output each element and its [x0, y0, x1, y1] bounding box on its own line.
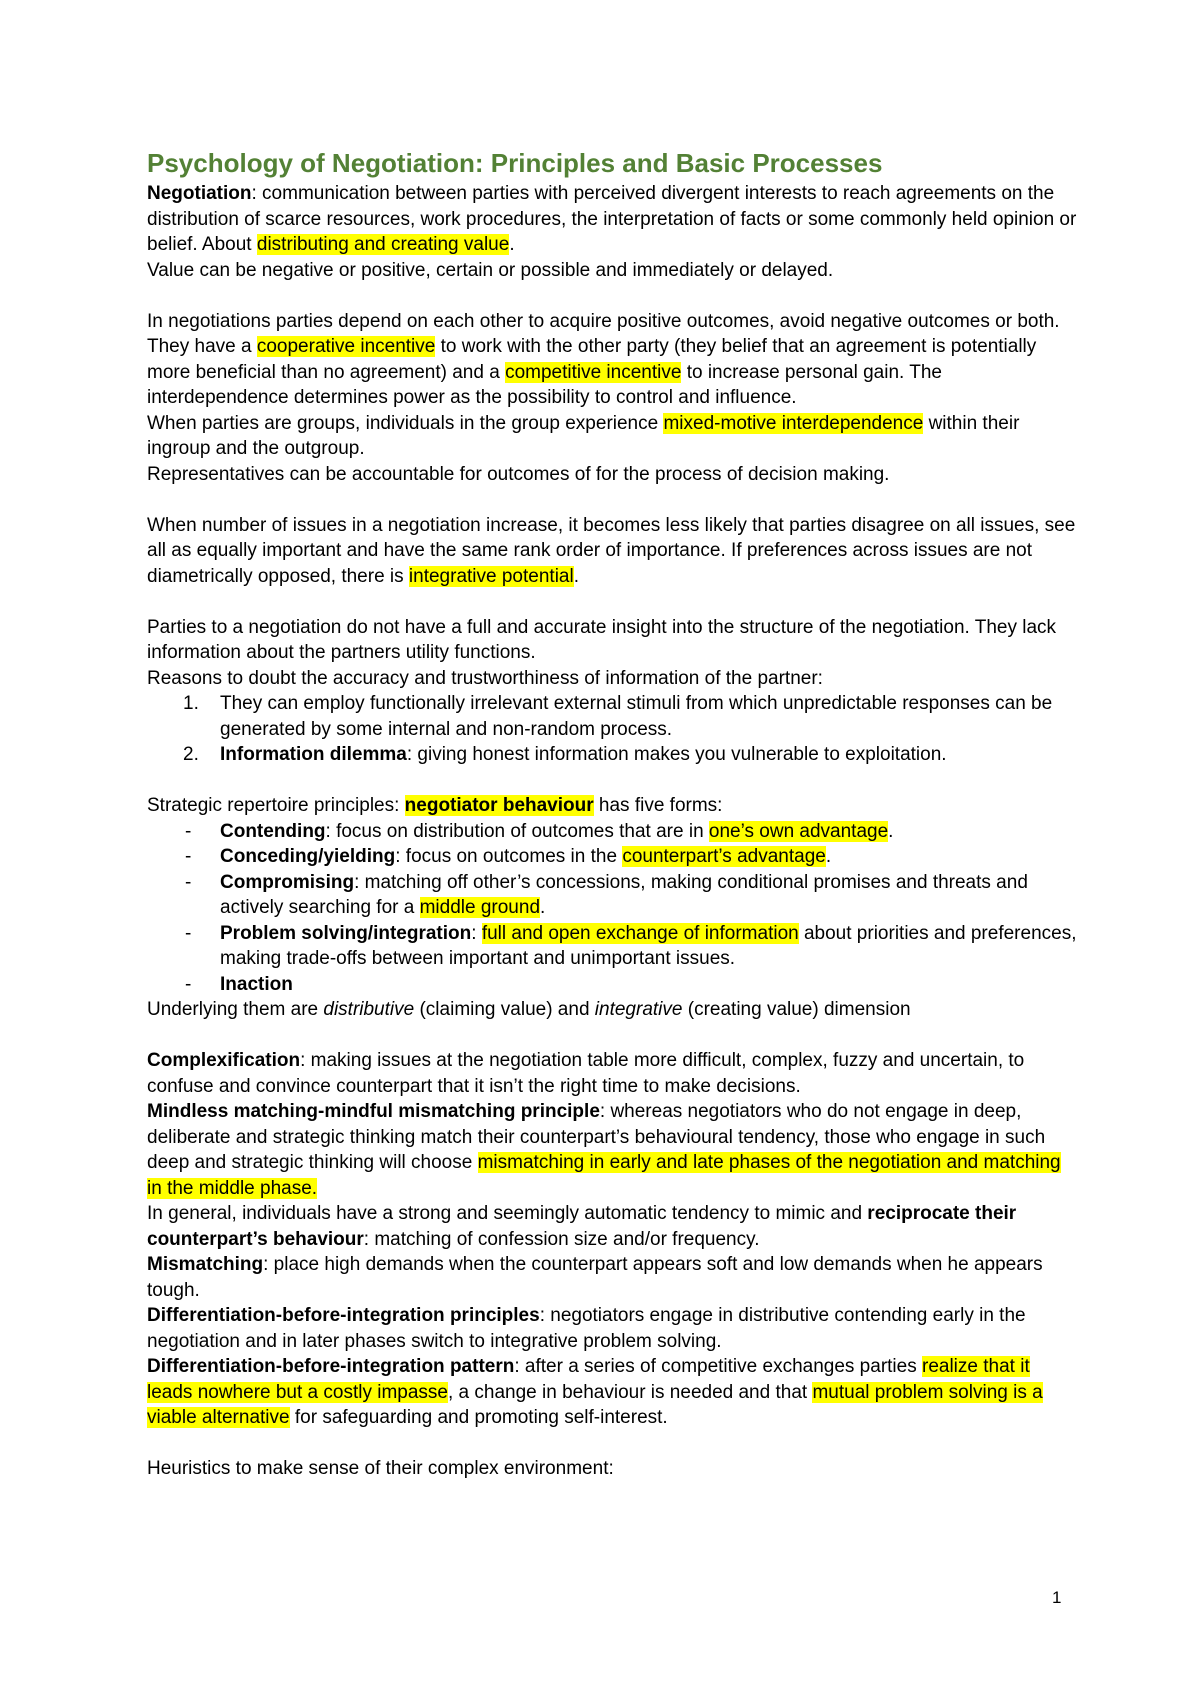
list-item [147, 870, 1077, 921]
text: . [825, 846, 832, 867]
paragraph-negotiation-definition [147, 181, 1077, 258]
page-number: 1 [1052, 1588, 1062, 1607]
list-item [147, 691, 1077, 742]
list-dash: - [185, 922, 192, 944]
paragraph-reciprocate [147, 1201, 1077, 1252]
text: When parties are groups, individuals in the group experience [147, 412, 664, 434]
text: : matching off other’s concessions, making conditional promises and threats and actively searching for a [220, 871, 1028, 918]
text: : place high demands when the counterpart appears soft and low demands when he appears tough. [147, 1254, 1043, 1301]
highlight: integrative potential [408, 565, 574, 587]
text: to increase personal gain. The interdependence determines power as the possibility to control and influence. [147, 361, 942, 408]
paragraph-mixed-motive [147, 411, 1077, 462]
paragraph-mismatching [147, 1252, 1077, 1303]
paragraph-gap [147, 487, 1077, 513]
emphasis: distributive [323, 999, 415, 1020]
paragraph-insight: Parties to a negotiation do not have a full and accurate insight into the structure of the negotiation. They lack information about the partners utility functions. [147, 616, 1057, 663]
highlight: negotiator behaviour [404, 795, 594, 816]
term: Differentiation-before-integration pattern [147, 1356, 515, 1377]
text: : whereas negotiators who do not engage in deep, deliberate and strategic thinking match their counterpart’s behavioural tendency, those who engage in such deep and strategic thinking will choose [147, 1101, 1046, 1173]
text: In general, individuals have a strong and seemingly automatic tendency to mimic and [147, 1203, 868, 1224]
emphasis: integrative [594, 999, 683, 1020]
text: Strategic repertoire principles: [147, 795, 405, 816]
paragraph-strategic-repertoire [147, 793, 1077, 819]
term: Complexification [147, 1050, 301, 1071]
paragraph-representatives: Representatives can be accountable for outcomes of for the process of decision making. [147, 463, 890, 485]
paragraph-dbi-pattern [147, 1354, 1077, 1431]
paragraph-mindless-matching [147, 1099, 1077, 1201]
list-item [147, 921, 1077, 972]
list-item [147, 844, 1077, 870]
text: has five forms: [593, 795, 723, 816]
term-negotiation: Negotiation [147, 183, 252, 204]
highlight: middle ground [419, 897, 541, 918]
highlight: competitive incentive [505, 361, 682, 383]
text: : matching of confession size and/or frequency. [363, 1228, 760, 1250]
term: Mindless matching-mindful mismatching principle [147, 1101, 600, 1122]
highlight: one’s own advantage [708, 820, 889, 842]
paragraph-gap [147, 1431, 1077, 1457]
paragraph-dbi-principles [147, 1303, 1077, 1354]
text: They can employ functionally irrelevant external stimuli from which unpredictable responses can be generated by some internal and non-random process. [220, 693, 1053, 740]
term: Differentiation-before-integration principles [147, 1305, 540, 1326]
text: : focus on distribution of outcomes that are in [325, 820, 709, 842]
list-dash: - [185, 973, 192, 995]
text: : making issues at the negotiation table more difficult, complex, fuzzy and uncertain, to confuse and convince counterpart that it isn’t the right time to make decisions. [147, 1050, 1025, 1097]
term: Problem solving/integration [220, 922, 472, 944]
text: (creating value) dimension [682, 999, 911, 1020]
highlight: cooperative incentive [256, 336, 436, 357]
paragraph-heuristics: Heuristics to make sense of their complex environment: [147, 1458, 614, 1479]
highlight: mutual problem solving is a viable alternative [147, 1381, 1043, 1428]
term: reciprocate their counterpart’s behaviour [147, 1203, 1017, 1250]
term: Contending [220, 820, 326, 842]
text: about priorities and preferences, making trade-offs between important and unimportant issues. [220, 922, 1077, 969]
text: . [509, 234, 515, 255]
text: . [540, 897, 546, 918]
highlight: distributing and creating value [256, 234, 510, 255]
list-dash: - [185, 846, 192, 867]
text: : after a series of competitive exchanges parties [514, 1356, 922, 1377]
text: for safeguarding and promoting self-interest. [289, 1407, 668, 1428]
text: : focus on outcomes in the [395, 846, 623, 867]
list-dash: - [185, 820, 192, 842]
paragraph-reasons: Reasons to doubt the accuracy and trustworthiness of information of the partner: [147, 667, 823, 689]
text: . [888, 820, 894, 842]
highlight: counterpart’s advantage [622, 846, 826, 867]
term: Compromising [220, 871, 355, 893]
dash-list-behaviours [147, 819, 1077, 998]
text: : negotiators engage in distributive contending early in the negotiation and in later phases switch to integrative problem solving. [147, 1305, 1026, 1352]
paragraph-gap [147, 1023, 1077, 1049]
text: within their ingroup and the outgroup. [147, 412, 1020, 459]
highlight: mismatching in early and late phases of the negotiation and matching in the middle phase. [147, 1152, 1061, 1199]
text: (claiming value) and [414, 999, 595, 1020]
text: , a change in behaviour is needed and that [448, 1381, 813, 1403]
term: Information dilemma [220, 744, 407, 765]
term: Conceding/yielding [220, 846, 396, 867]
text: . [573, 565, 579, 587]
paragraph-gap [147, 768, 1077, 794]
highlight: full and open exchange of information [481, 922, 799, 944]
highlight: realize that it leads nowhere but a costly impasse [147, 1356, 1030, 1403]
text: : communication between parties with perceived divergent interests to reach agreements on the distribution of scarce resources, work procedures, the interpretation of facts or some commonly held opinion or belief. About [147, 183, 1077, 255]
paragraph-incentives [147, 309, 1077, 411]
text: to work with the other party (they belief that an agreement is potentially more beneficial than no agreement) and a [147, 336, 1037, 383]
text: : giving honest information makes you vulnerable to exploitation. [406, 744, 947, 765]
term: Mismatching [147, 1254, 264, 1275]
text: In negotiations parties depend on each other to acquire positive outcomes, avoid negative outcomes or both. They have a [147, 310, 1060, 357]
list-number: 1. [183, 693, 199, 714]
text: Underlying them are [147, 999, 324, 1020]
list-number: 2. [183, 744, 199, 765]
paragraph-underlying-dimensions [147, 997, 1077, 1023]
highlight: mixed-motive interdependence [663, 412, 924, 434]
paragraph-gap [147, 283, 1077, 309]
paragraph-gap [147, 589, 1077, 615]
term: Inaction [220, 973, 293, 995]
text: When number of issues in a negotiation increase, it becomes less likely that parties disagree on all issues, see all as equally important and have the same rank order of importance. If preferences across issues are not diametrically opposed, there is [147, 514, 1076, 587]
list-dash: - [185, 871, 192, 893]
list-item [147, 742, 1077, 768]
paragraph-integrative-potential [147, 513, 1077, 590]
document-body [147, 145, 1077, 1482]
list-item [147, 819, 1077, 845]
paragraph-complexification [147, 1048, 1077, 1099]
numbered-list-reasons [147, 691, 1077, 768]
list-item [147, 972, 1077, 998]
paragraph-value: Value can be negative or positive, certain or possible and immediately or delayed. [147, 259, 834, 281]
document-title: Psychology of Negotiation: Principles and Basic Processes [147, 148, 883, 178]
text: : [471, 922, 482, 944]
